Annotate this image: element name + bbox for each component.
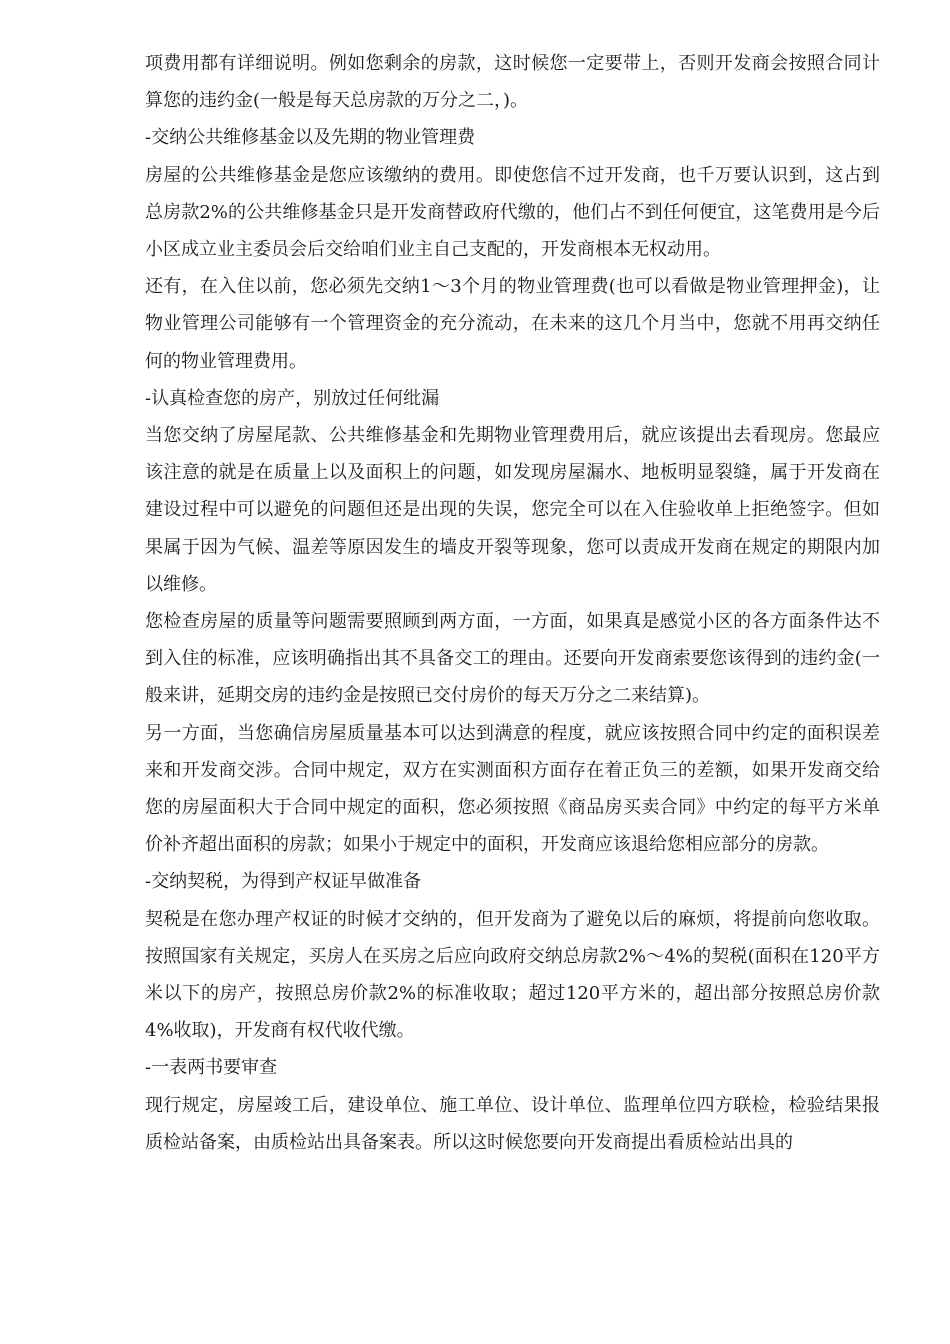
paragraph-inspect-property: 当您交纳了房屋尾款、公共维修基金和先期物业管理费用后，就应该提出去看现房。您最应该注意的就是在质量上以及面积上的问题，如发现房屋漏水、地板明显裂缝，属于开发商在建设过程中可以避免的问题但还是出现的失误，您完全可以在入住验收单上拒绝签字。但如果属于因为气候、温差等原因发生的墙皮开裂等现象，您可以责成开发商在规定的期限内加以维修。 — [145, 425, 880, 595]
section-heading-deed-tax: -交纳契税，为得到产权证早做准备 — [145, 871, 422, 893]
document-body — [145, 45, 880, 1161]
section-heading-maintenance-fund: -交纳公共维修基金以及先期的物业管理费 — [145, 127, 476, 149]
paragraph-contract-penalty: 项费用都有详细说明。例如您剩余的房款，这时候您一定要带上，否则开发商会按照合同计算您的违约金(一般是每天总房款的万分之二，)。 — [145, 53, 880, 112]
paragraph-deed-tax: 契税是在您办理产权证的时候才交纳的，但开发商为了避免以后的麻烦，将提前向您收取。按照国家有关规定，买房人在买房之后应向政府交纳总房款2%～4%的契税(面积在120平方米以下的房产，按照总房价款2%的标准收取；超过120平方米的，超出部分按照总房价款4%收取)，开发商有权代收代缴。 — [145, 908, 880, 1042]
section-heading-review-documents: -一表两书要审查 — [145, 1057, 278, 1079]
paragraph-review-documents: 现行规定，房屋竣工后，建设单位、施工单位、设计单位、监理单位四方联检，检验结果报质检站备案，由质检站出具备案表。所以这时候您要向开发商提出看质检站出具的 — [145, 1094, 880, 1153]
paragraph-maintenance-fund: 房屋的公共维修基金是您应该缴纳的费用。即使您信不过开发商，也千万要认识到，这占到总房款2%的公共维修基金只是开发商替政府代缴的，他们占不到任何便宜，这笔费用是今后小区成立业主委员会后交给咱们业主自己支配的，开发商根本无权动用。 — [145, 164, 880, 261]
paragraph-area-difference: 另一方面，当您确信房屋质量基本可以达到满意的程度，就应该按照合同中约定的面积误差来和开发商交涉。合同中规定，双方在实测面积方面存在着正负三的差额，如果开发商交给您的房屋面积大于合同中规定的面积，您必须按照《商品房买卖合同》中约定的每平方米单价补齐超出面积的房款；如果小于规定中的面积，开发商应该退给您相应部分的房款。 — [145, 722, 880, 856]
paragraph-property-fee: 还有，在入住以前，您必须先交纳1～3个月的物业管理费(也可以看做是物业管理押金)，让物业管理公司能够有一个管理资金的充分流动，在未来的这几个月当中，您就不用再交纳任何的物业管理费用。 — [145, 276, 880, 372]
paragraph-quality-issues: 您检查房屋的质量等问题需要照顾到两方面，一方面，如果真是感觉小区的各方面条件达不到入住的标准，应该明确指出其不具备交工的理由。还要向开发商索要您该得到的违约金(一般来讲，延期交房的违约金是按照已交付房价的每天万分之二来结算)。 — [145, 611, 880, 707]
section-heading-inspect-property: -认真检查您的房产，别放过任何纰漏 — [145, 387, 440, 409]
